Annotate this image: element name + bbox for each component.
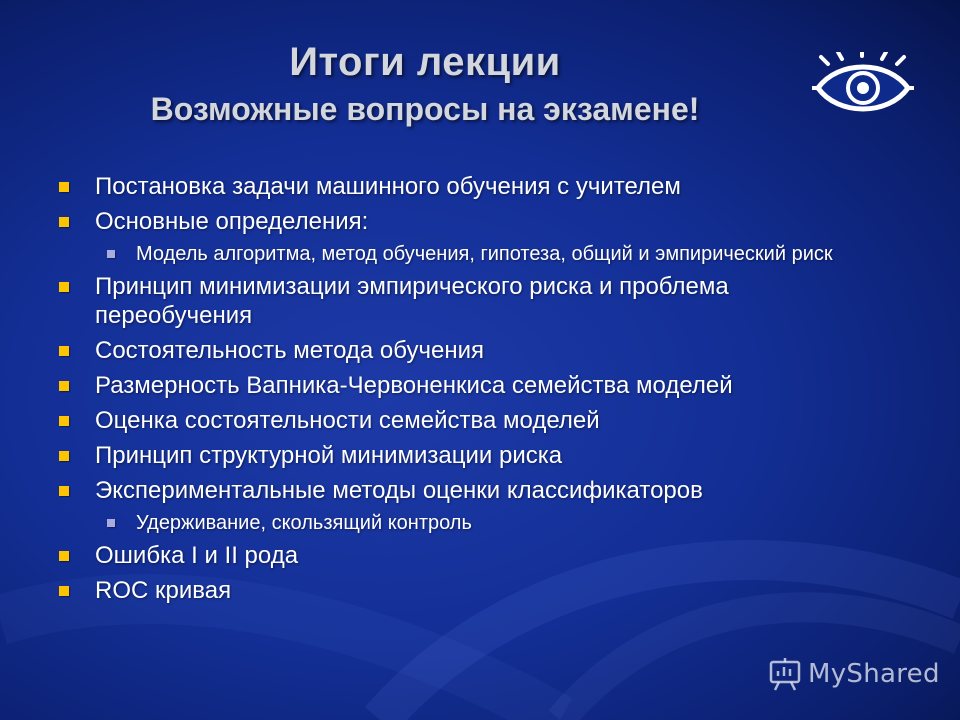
list-item: Оценка состоятельности семейства моделей <box>58 406 838 435</box>
square-bullet-icon <box>59 282 69 292</box>
square-bullet-icon <box>59 182 69 192</box>
sub-list <box>95 511 838 535</box>
list-item: Постановка задачи машинного обучения с учителем <box>58 172 838 201</box>
list-item: ROC кривая <box>58 576 838 605</box>
sub-list-item: Удерживание, скользящий контроль <box>95 511 838 535</box>
slide-subtitle: Возможные вопросы на экзамене! <box>150 91 700 127</box>
eye-logo-icon <box>812 52 914 122</box>
watermark[interactable] <box>768 654 940 694</box>
title-block <box>0 40 850 128</box>
square-bullet-icon <box>59 416 69 426</box>
list-item: Экспериментальные методы оценки классификаторов Удерживание, скользящий контроль <box>58 476 838 535</box>
list-item: Размерность Вапника-Червоненкиса семейства моделей <box>58 371 838 400</box>
list-item: Ошибка I и II рода <box>58 541 838 570</box>
sub-list-item: Модель алгоритма, метод обучения, гипотеза, общий и эмпирический риск <box>95 242 838 266</box>
square-bullet-icon <box>59 381 69 391</box>
presentation-board-icon <box>768 656 802 692</box>
slide-title: Итоги лекции <box>289 40 561 84</box>
square-sub-bullet-icon <box>107 250 115 258</box>
list-item: Состоятельность метода обучения <box>58 336 838 365</box>
square-bullet-icon <box>59 346 69 356</box>
square-bullet-icon <box>59 217 69 227</box>
square-bullet-icon <box>59 451 69 461</box>
square-sub-bullet-icon <box>107 519 115 527</box>
square-bullet-icon <box>59 551 69 561</box>
list-item: Основные определения: Модель алгоритма, метод обучения, гипотеза, общий и эмпирический риск <box>58 207 838 266</box>
square-bullet-icon <box>59 586 69 596</box>
square-bullet-icon <box>59 486 69 496</box>
bullet-list <box>58 172 838 611</box>
list-item: Принцип минимизации эмпирического риска и проблема переобучения <box>58 272 838 330</box>
sub-list <box>95 242 838 266</box>
watermark-text: MyShared <box>808 659 940 689</box>
list-item: Принцип структурной минимизации риска <box>58 441 838 470</box>
